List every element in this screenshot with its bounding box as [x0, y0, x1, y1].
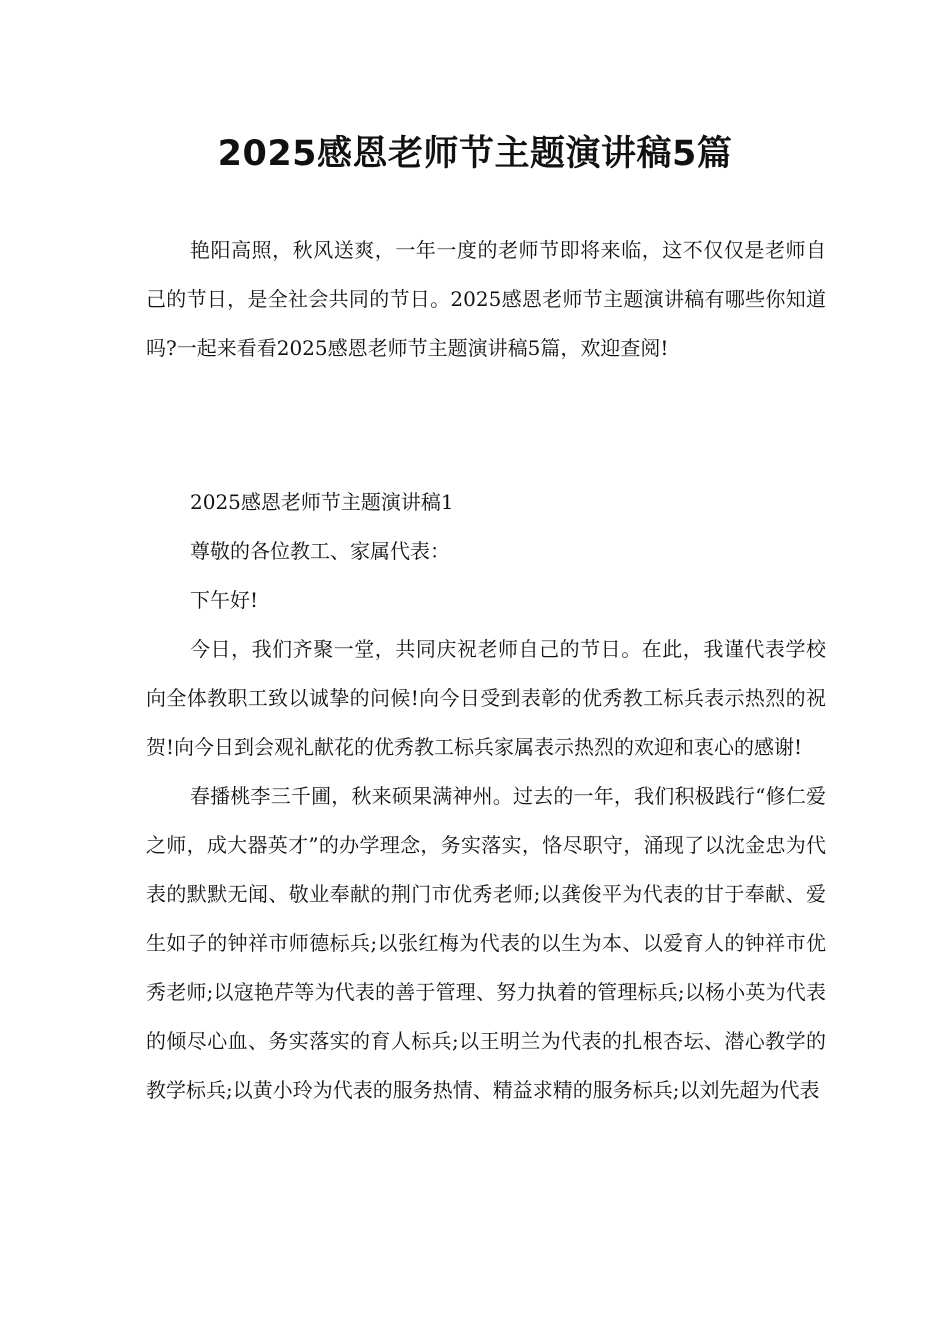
greeting: 下午好! [190, 588, 259, 612]
document-title: 2025感恩老师节主题演讲稿5篇 [217, 134, 733, 174]
body-paragraph: 今日，我们齐聚一堂，共同庆祝老师自己的节日。在此，我谨代表学校向全体教职工致以诚挚的问候!向今日受到表彰的优秀教工标兵表示热烈的祝贺!向今日到会观礼献花的优秀教工标兵家属表示热烈的欢迎和衷心的感谢! [146, 637, 826, 759]
intro-paragraph: 艳阳高照，秋风送爽，一年一度的老师节即将来临，这不仅仅是老师自己的节日，是全社会共同的节日。2025感恩老师节主题演讲稿有哪些你知道吗?一起来看看2025感恩老师节主题演讲稿5篇，欢迎查阅! [146, 238, 826, 360]
speech-section-1 [146, 478, 826, 1115]
body-paragraph: 春播桃李三千圃，秋来硕果满神州。过去的一年，我们积极践行“修仁爱之师，成大器英才”的办学理念，务实落实，恪尽职守，涌现了以沈金忠为代表的默默无闻、敬业奉献的荆门市优秀老师;以龚俊平为代表的甘于奉献、爱生如子的钟祥市师德标兵;以张红梅为代表的以生为本、以爱育人的钟祥市优秀老师;以寇艳芹等为代表的善于管理、努力执着的管理标兵;以杨小英为代表的倾尽心血、务实落实的育人标兵;以王明兰为代表的扎根杏坛、潜心教学的教学标兵;以黄小玲为代表的服务热情、精益求精的服务标兵;以刘先超为代表 [146, 784, 826, 1102]
section-heading: 2025感恩老师节主题演讲稿1 [190, 490, 454, 514]
salutation: 尊敬的各位教工、家属代表： [190, 539, 450, 563]
intro-block [146, 226, 826, 373]
